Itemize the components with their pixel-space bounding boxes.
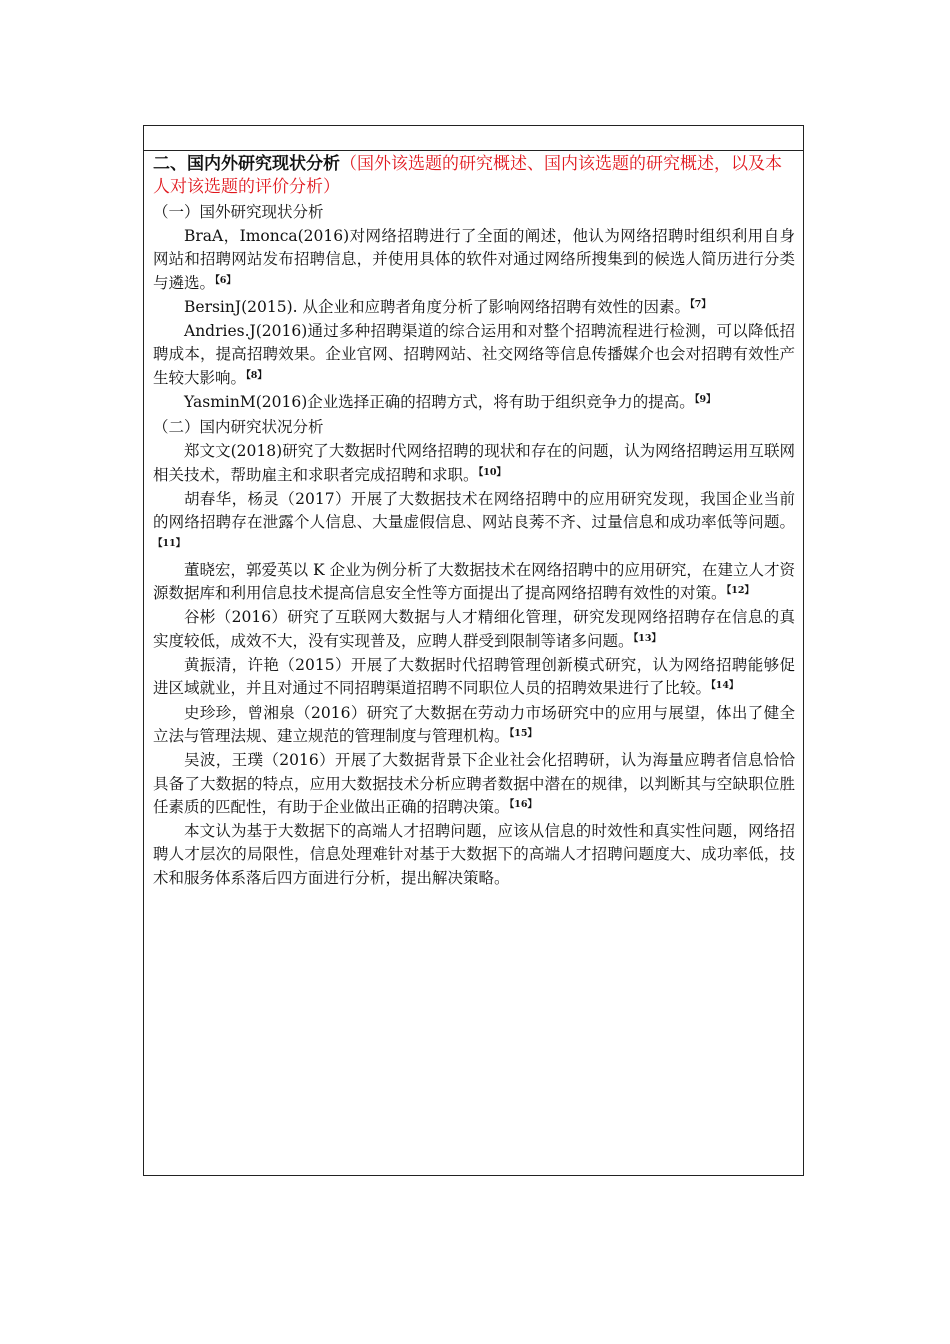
citation-ref: 【13】	[633, 632, 661, 644]
domestic-heading: （二）国内研究状况分析	[153, 418, 324, 437]
domestic-paragraph	[153, 488, 795, 558]
paragraph-text: BraA，Imonca(2016)对网络招聘进行了全面的阐述，他认为网络招聘时组织利用自身网站和招聘网站发布招聘信息，并使用具体的软件对通过网络所搜集到的候选人简历进行分类与遴选。	[153, 227, 795, 292]
domestic-paragraph	[153, 749, 795, 819]
foreign-paragraph	[153, 391, 795, 414]
table-content-cell	[153, 153, 795, 890]
domestic-paragraph	[153, 559, 795, 606]
domestic-paragraph	[153, 654, 795, 701]
citation-ref: 【15】	[509, 727, 537, 739]
table-top-row	[144, 126, 803, 151]
paragraph-text: 吴波，王璞（2016）开展了大数据背景下企业社会化招聘研，认为海量应聘者信息恰恰具备了大数据的特点，应用大数据技术分析应聘者数据中潜在的规律，以判断其与空缺职位胜任素质的匹配性，有助于企业做出正确的招聘决策。	[153, 751, 795, 816]
foreign-paragraph	[153, 296, 795, 319]
section-title	[153, 153, 795, 199]
domestic-paragraph	[153, 440, 795, 487]
foreign-paragraphs	[153, 225, 795, 414]
citation-ref: 【11】	[153, 537, 186, 549]
domestic-paragraphs	[153, 440, 795, 890]
paragraph-text: 郑文文(2018)研究了大数据时代网络招聘的现状和存在的问题，认为网络招聘运用互联网相关技术，帮助雇主和求职者完成招聘和求职。	[153, 442, 795, 484]
section-title-instruction: （国外该选题的研究概述、国内该选题的研究概述，以及本人对该选题的评价分析）	[153, 154, 782, 197]
citation-ref: 【9】	[694, 394, 716, 406]
paragraph-text: 本文认为基于大数据下的高端人才招聘问题，应该从信息的时效性和真实性问题，网络招聘人才层次的局限性，信息处理难针对基于大数据下的高端人才招聘问题度大、成功率低，技术和服务体系落后四方面进行分析，提出解决策略。	[153, 822, 795, 887]
paragraph-text: 史珍珍，曾湘泉（2016）研究了大数据在劳动力市场研究中的应用与展望，体出了健全立法与管理法规、建立规范的管理制度与管理机构。	[153, 703, 795, 745]
domestic-paragraph	[153, 820, 795, 890]
paragraph-text: Andries.J(2016)通过多种招聘渠道的综合运用和对整个招聘流程进行检测，可以降低招聘成本，提高招聘效果。企业官网、招聘网站、社交网络等信息传播媒介也会对招聘有效性产生较大影响。	[153, 322, 795, 387]
paragraph-text: 董晓宏，郭爱英以 K 企业为例分析了大数据技术在网络招聘中的应用研究，在建立人才资源数据库和利用信息技术提高信息安全性等方面提出了提高网络招聘有效性的对策。	[153, 560, 795, 603]
foreign-heading: （一）国外研究现状分析	[153, 203, 324, 221]
citation-ref: 【6】	[215, 274, 236, 286]
section-title-main: 二、国内外研究现状分析	[153, 154, 340, 174]
citation-ref: 【7】	[689, 298, 711, 310]
foreign-paragraph	[153, 320, 795, 390]
document-table	[143, 125, 804, 1176]
citation-ref: 【14】	[711, 680, 739, 692]
domestic-paragraph	[153, 606, 795, 653]
paragraph-text: YasminM(2016)企业选择正确的招聘方式，将有助于组织竞争力的提高。	[184, 393, 695, 412]
citation-ref: 【16】	[509, 798, 537, 810]
citation-ref: 【8】	[246, 369, 267, 381]
paragraph-text: 胡春华，杨灵（2017）开展了大数据技术在网络招聘中的应用研究发现，我国企业当前的网络招聘存在泄露个人信息、大量虚假信息、网站良莠不齐、过量信息和成功率低等问题。	[153, 489, 795, 532]
citation-ref: 【12】	[726, 585, 754, 597]
paragraph-text: 黄振清，许艳（2015）开展了大数据时代招聘管理创新模式研究，认为网络招聘能够促进区域就业，并且对通过不同招聘渠道招聘不同职位人员的招聘效果进行了比较。	[153, 656, 795, 698]
paragraph-text: BersinJ(2015). 从企业和应聘者角度分析了影响网络招聘有效性的因素。	[184, 297, 690, 316]
foreign-paragraph	[153, 225, 795, 295]
citation-ref: 【10】	[478, 466, 506, 478]
paragraph-text: 谷彬（2016）研究了互联网大数据与人才精细化管理，研究发现网络招聘存在信息的真实度较低，成效不大，没有实现普及，应聘人群受到限制等诸多问题。	[153, 608, 795, 650]
domestic-paragraph	[153, 702, 795, 749]
